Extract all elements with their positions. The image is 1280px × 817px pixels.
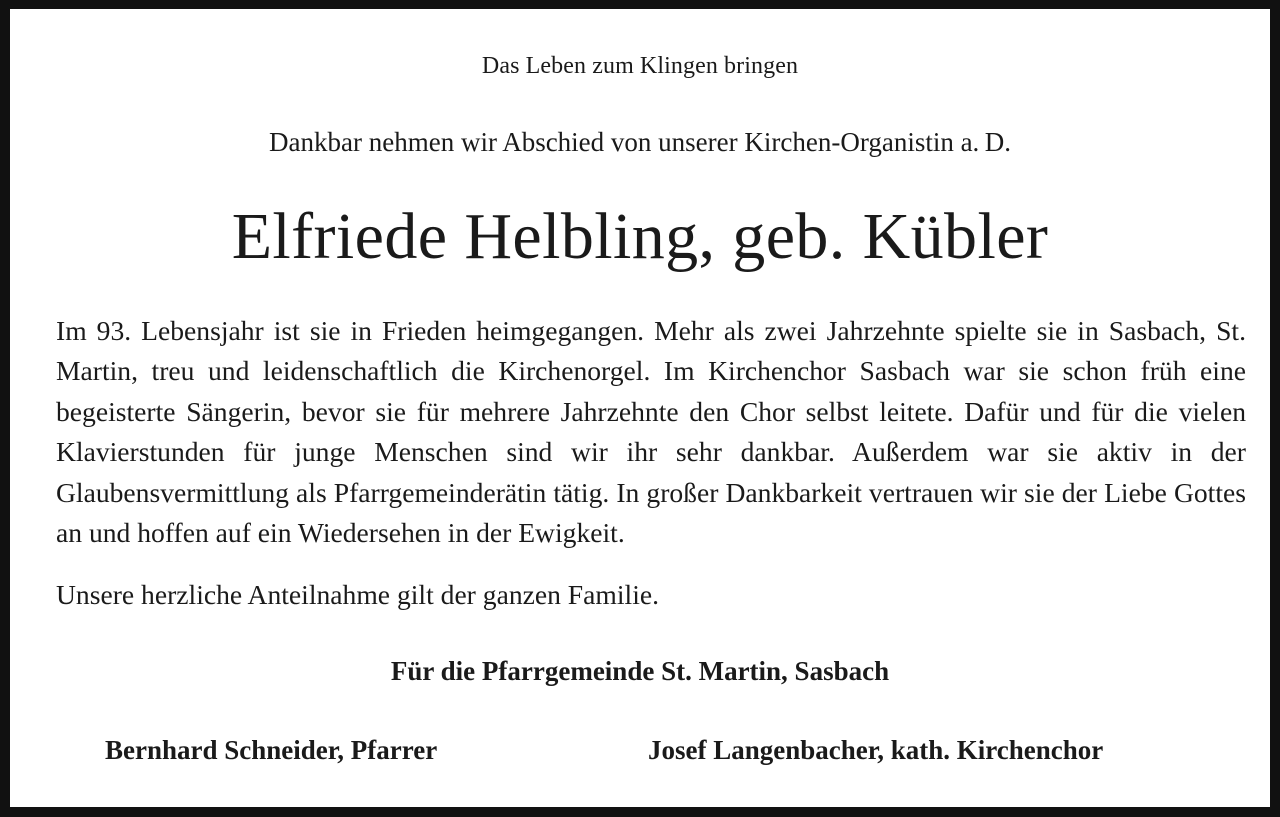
sympathy-line: Unsere herzliche Anteilnahme gilt der ganzen Familie. [56, 579, 660, 610]
farewell-intro: Dankbar nehmen wir Abschied von unserer Kirchen-Organistin a. D. [269, 127, 1011, 157]
parish-line: Für die Pfarrgemeinde St. Martin, Sasbach [390, 656, 890, 686]
signatory-pastor: Bernhard Schneider, Pfarrer [105, 735, 438, 765]
epigraph: Das Leben zum Klingen bringen [481, 53, 799, 79]
deceased-name: Elfriede Helbling, geb. Kübler [231, 200, 1049, 273]
signatory-choir: Josef Langenbacher, kath. Kirchenchor [648, 735, 1104, 765]
obituary-body: Im 93. Lebensjahr ist sie in Frieden heimgegangen. Mehr als zwei Jahrzehnte spielte sie in Sasbach, St. Martin, treu und leidenschaftlich die Kirchenorgel. Im Kirchenchor Sasbach war sie schon früh eine begeisterte Sängerin, bevor sie für mehrere Jahrzehnte den Chor selbst leitete. Dafür und für die vielen Klavierstunden für junge Menschen sind wir ihr sehr dankbar. Außerdem war sie aktiv in der Glaubensvermittlung als Pfarrgemeinderätin tätig. In großer Dankbarkeit vertrauen wir sie der Liebe Gottes an und hoffen auf ein Wiedersehen in der Ewigkeit. [56, 315, 1246, 549]
